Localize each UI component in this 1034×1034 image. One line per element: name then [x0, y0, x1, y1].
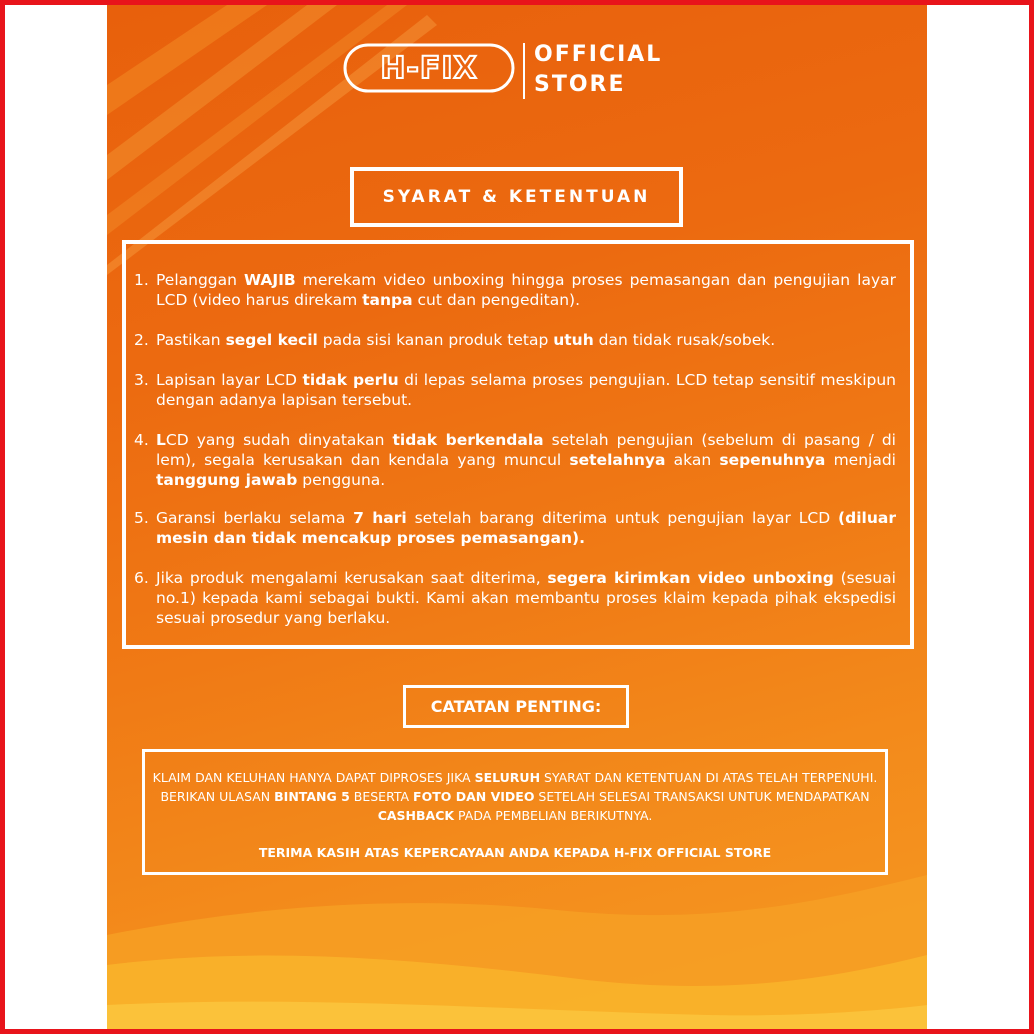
term-item-3	[134, 370, 896, 410]
bold-text: tanpa	[362, 291, 413, 309]
text-run: Pelanggan	[156, 271, 244, 289]
bold-text: WAJIB	[244, 271, 296, 289]
bold-text: sepenuhnya	[719, 451, 826, 469]
term-text	[156, 270, 896, 310]
text-run: cut dan pengeditan).	[412, 291, 581, 309]
term-number: 6.	[134, 569, 149, 587]
text-run: SETELAH SELESAI TRANSAKSI UNTUK MENDAPATKAN	[534, 789, 870, 804]
text-run: dan tidak rusak/sobek.	[593, 331, 776, 349]
bold-text: L	[156, 431, 166, 449]
term-number: 4.	[134, 431, 149, 449]
text-run: Jika produk mengalami kerusakan saat diterima,	[156, 569, 548, 587]
text-run: pengguna.	[297, 471, 386, 489]
bold-text: FOTO DAN VIDEO	[413, 789, 535, 804]
note-text	[145, 768, 885, 825]
text-run: di lepas selama proses pengujian. LCD tetap sensitif meskipun dengan adanya lapisan tersebut.	[156, 371, 896, 409]
logo-divider	[523, 43, 525, 99]
term-text	[156, 568, 896, 628]
term-item-5	[134, 508, 896, 548]
text-run: CD yang sudah dinyatakan	[165, 431, 393, 449]
note-thanks: TERIMA KASIH ATAS KEPERCAYAAN ANDA KEPADA H-FIX OFFICIAL STORE	[258, 845, 772, 860]
text-run: KLAIM DAN KELUHAN HANYA DAPAT DIPROSES JIKA	[152, 770, 475, 785]
text-run: Pastikan	[156, 331, 226, 349]
text-run: merekam video unboxing hingga proses pemasangan dan pengujian layar LCD (video harus direkam	[156, 271, 897, 309]
term-text	[156, 330, 896, 350]
text-run: setelah barang diterima untuk pengujian layar LCD	[406, 509, 839, 527]
bold-text: tanggung jawab	[156, 471, 298, 489]
text-run: pada sisi kanan produk tetap	[317, 331, 554, 349]
text-run: SYARAT DAN KETENTUAN DI ATAS TELAH TERPENUHI. BERIKAN ULASAN	[160, 770, 878, 804]
bold-text: (diluar mesin dan tidak mencakup proses pemasangan).	[156, 509, 896, 547]
term-number: 1.	[134, 271, 149, 289]
term-item-4	[134, 430, 896, 490]
bold-text: segel kecil	[225, 331, 318, 349]
text-run: Garansi berlaku selama	[156, 509, 354, 527]
h-fix-logo	[343, 43, 515, 93]
poster	[107, 5, 927, 1029]
term-text	[156, 508, 896, 548]
bold-text: BINTANG 5	[274, 789, 350, 804]
note-title: CATATAN PENTING:	[403, 685, 629, 728]
text-run: setelah pengujian (sebelum di pasang / di lem), segala kerusakan dan kendala yang muncul	[156, 431, 896, 469]
term-item-1	[134, 270, 896, 310]
terms-box	[122, 240, 914, 649]
bold-text: utuh	[553, 331, 594, 349]
terms-title: SYARAT & KETENTUAN	[350, 167, 683, 227]
bold-text: 7 hari	[353, 509, 407, 527]
bold-text: segera kirimkan video unboxing	[547, 569, 834, 587]
official-store-label	[534, 40, 694, 100]
text-run: PADA PEMBELIAN BERIKUTNYA.	[454, 808, 653, 823]
svg-text:H-FIX: H-FIX	[380, 51, 478, 86]
text-run: akan	[665, 451, 720, 469]
term-item-6	[134, 568, 896, 628]
bold-text: setelahnya	[569, 451, 666, 469]
note-box	[142, 749, 888, 875]
bold-text: tidak perlu	[302, 371, 399, 389]
term-number: 5.	[134, 509, 149, 527]
text-run: (sesuai no.1) kepada kami sebagai bukti. Kami akan membantu proses klaim kepada pihak ekspedisi sesuai prosedur yang berlaku.	[156, 569, 896, 627]
text-run: Lapisan layar LCD	[156, 371, 303, 389]
store-line-1: OFFICIAL	[534, 42, 663, 67]
term-text	[156, 430, 896, 490]
text-run: BESERTA	[349, 789, 414, 804]
bold-text: tidak berkendala	[392, 431, 544, 449]
term-item-2	[134, 330, 896, 350]
term-number: 3.	[134, 371, 149, 389]
store-line-2: STORE	[534, 72, 626, 97]
term-number: 2.	[134, 331, 149, 349]
bold-text: SELURUH	[474, 770, 541, 785]
text-run: menjadi	[825, 451, 896, 469]
bold-text: CASHBACK	[377, 808, 455, 823]
term-text	[156, 370, 896, 410]
